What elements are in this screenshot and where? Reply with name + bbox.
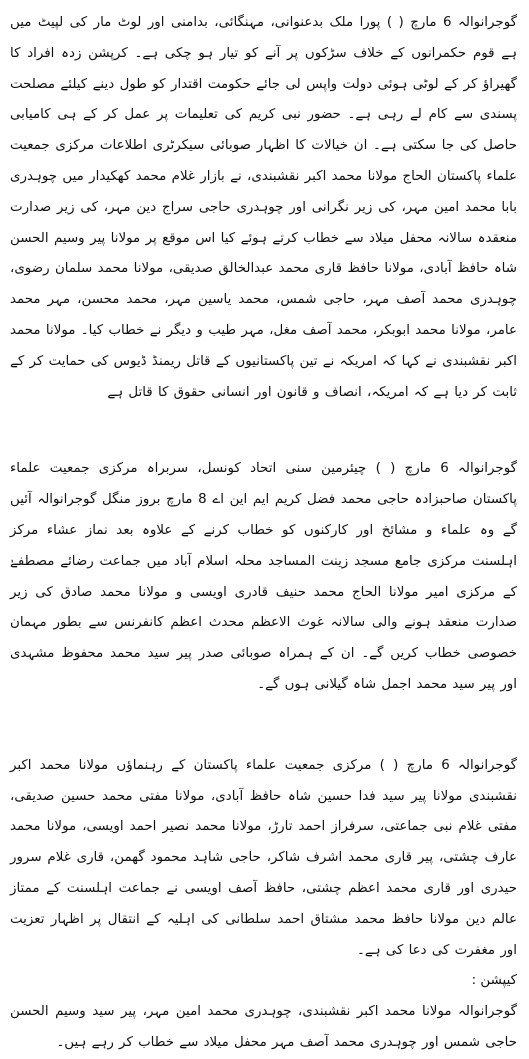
caption-text: گوجرانوالہ مولانا محمد اکبر نقشبندی، چوہدری محمد امین مہر، پیر سید وسیم الحسن حاجی شمس اور چوہدری محمد آصف مہر محفل میلاد سے خطاب کر رہے ہیں۔	[10, 1004, 517, 1050]
news-item-raymond-davis: گوجرانوالہ 6 مارچ ( ) پورا ملک بدعنوانی، مہنگائی، بدامنی اور لوٹ مار کی لپیٹ میں ہے قوم حکمرانوں کے خلاف سڑکوں پر آنے کو تیار ہو چکی ہے۔ کرپشن زدہ افراد کا گھیراؤ کر کے لوٹی ہوئی دولت واپس لی جائے حکومت اقتدار کو طول دینے کیلئے مصلحت پسندی سے کام لے رہی ہے۔ حضور نبی کریم کی تعلیمات پر عمل کر کے ہی کامیابی حاصل کی جا سکتی ہے۔ ان خیالات کا اظہار صوبائی سیکرٹری اطلاعات مرکزی جمعیت علماء پاکستان الحاج مولانا محمد اکبر نقشبندی، نے بازار غلام محمد کھکیدار میں چوہدری بابا محمد امین مہر، کی زیر نگرانی اور چوہدری حاجی سراج دین مہر، کی زیر صدارت منعقدہ سالانہ محفل میلاد سے خطاب کرتے ہوئے کیا اس موقع پر مولانا پیر وسیم الحسن شاہ حافظ آبادی، مولانا حافظ قاری محمد عبدالخالق صدیقی، مولانا محمد سلمان رضوی، چوہدری محمد آصف مہر، حاجی شمس، محمد یاسین مہر، محمد محسن، مہر محمد عامر، مولانا محمد ابوبکر، محمد آصف مغل، مہر طیب و دیگر نے خطاب کیا۔ مولانا محمد اکبر نقشبندی نے کہا کہ امریکہ نے تین پاکستانیوں کے قاتل ریمنڈ ڈیوس کی حمایت کر کے ثابت کر دیا ہے کہ امریکہ، انصاف و قانون اور انسانی حقوق کا قاتل ہے	[10, 15, 517, 400]
news-item-condolence: گوجرانوالہ 6 مارچ ( ) مرکزی جمعیت علماء پاکستان کے رہنماؤں مولانا محمد اکبر نقشبندی مولانا پیر سید فدا حسین شاہ حافظ آبادی، مولانا مفتی محمد حسین صدیقی، مفتی غلام نبی جماعتی، سرفراز احمد تارڑ، مولانا محمد نصیر احمد اویسی، مولانا محمد عارف چشتی، پیر قاری محمد اشرف شاکر، حاجی شاہد محمود گھمن، قاری غلام سرور حیدری اور قاری محمد اعظم چشتی، حافظ آصف اویسی نے جماعت اہلسنت کے ممتاز عالم دین مولانا حافظ محمد مشتاق احمد سلطانی کی اہلیہ کے انتقال پر اظہار تعزیت اور مغفرت کی دعا کی ہے۔	[10, 757, 518, 958]
caption-label: کیپشن :	[471, 973, 517, 989]
section-spacer	[10, 701, 517, 751]
section-spacer	[10, 408, 517, 454]
news-item-fazal-karim-visit: گوجرانوالہ 6 مارچ ( ) چیئرمین سنی اتحاد کونسل، سربراہ مرکزی جمعیت علماء پاکستان صاحبزادہ حاجی محمد فضل کریم ایم این اے 8 مارچ بروز منگل گوجرانوالہ آئیں گے وہ علماء و مشائخ اور کارکنوں کو خطاب کرنے کے علاوہ بعد نماز عشاء مرکز اہلسنت مرکزی جامع مسجد زینت المساجد محلہ اسلام آباد میں جماعت رضائے مصطفےٰ کے مرکزی امیر مولانا الحاج محمد حنیف قادری اویسی و مولانا محمد صادق کی زیر صدارت منعقد ہونے والی سالانہ غوث الاعظم محدث اعظم کانفرنس سے بطور مہمان خصوصی خطاب کریں گے۔ ان کے ہمراہ صوبائی صدر پیر سید محمد محفوظ مشہدی اور پیر سید محمد اجمل شاہ گیلانی ہوں گے۔	[10, 461, 517, 692]
